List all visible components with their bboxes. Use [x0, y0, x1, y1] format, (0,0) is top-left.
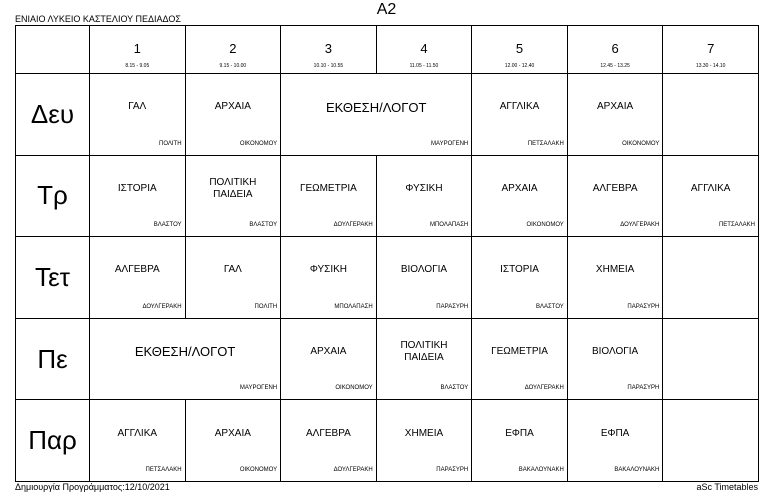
lesson-subject: ΑΓΓΛΙΚΑ: [117, 427, 158, 439]
lesson-cell: [185, 155, 281, 237]
lesson-subject: ΦΥΣΙΚΗ: [405, 182, 443, 194]
lesson-subject: ΓΕΩΜΕΤΡΙΑ: [491, 346, 548, 358]
period-header: [567, 26, 663, 74]
empty-cell: [663, 318, 759, 400]
lesson-subject: ΑΡΧΑΙΑ: [501, 182, 538, 194]
period-header: [90, 26, 186, 74]
period-number: 4: [420, 41, 428, 56]
period-time: 9.15 - 10.00: [219, 63, 247, 69]
day-label-cell: [16, 74, 90, 156]
period-time: 11.05 - 11.50: [409, 63, 439, 69]
lesson-teacher: ΟΙΚΟΝΟΜΟΥ: [239, 466, 278, 473]
lesson-subject: ΦΥΣΙΚΗ: [309, 264, 347, 276]
lesson-subject: ΓΑΛ: [128, 101, 147, 113]
lesson-subject: ΙΣΤΟΡΙΑ: [500, 264, 539, 276]
period-number: 3: [324, 41, 333, 56]
lesson-cell: [472, 400, 568, 482]
lesson-cell: [376, 155, 472, 237]
period-number: 2: [229, 41, 237, 56]
lesson-cell: [281, 400, 377, 482]
lesson-teacher: ΠΑΡΑΣΥΡΗ: [436, 303, 469, 310]
lesson-subject: [665, 74, 756, 141]
lesson-subject: [665, 237, 756, 304]
lesson-cell: [281, 74, 472, 156]
period-time: 10.10 - 10.55: [313, 63, 344, 69]
lesson-subject: ΕΦΠΑ: [505, 427, 534, 439]
lesson-teacher: ΠΟΛΙΤΗ: [254, 303, 278, 310]
lesson-cell: [376, 237, 472, 319]
lesson-cell: [185, 237, 281, 319]
empty-cell: [663, 400, 759, 482]
class-title: A2: [376, 1, 397, 18]
period-time: 12.00 - 12.40: [504, 63, 535, 69]
lesson-subject: ΑΡΧΑΙΑ: [214, 101, 251, 113]
lesson-teacher: ΔΟΥΛΓΕΡΑΚΗ: [620, 222, 660, 229]
lesson-subject: ΕΚΘΕΣΗ/ΛΟΓΟΤ: [134, 344, 236, 360]
lesson-cell: [567, 74, 663, 156]
day-row: [16, 318, 759, 400]
lesson-cell: [567, 400, 663, 482]
school-name: ΕΝΙΑΙΟ ΛΥΚΕΙΟ ΚΑΣΤΕΛΙΟΥ ΠΕΔΙΑΔΟΣ: [15, 14, 181, 24]
day-name: Δευ: [30, 98, 75, 129]
lesson-cell: [567, 155, 663, 237]
lesson-subject: ΑΡΧΑΙΑ: [214, 427, 251, 439]
period-header: [376, 26, 472, 74]
lesson-subject: ΧΗΜΕΙΑ: [595, 264, 635, 276]
lesson-teacher: ΟΙΚΟΝΟΜΟΥ: [239, 140, 278, 147]
lesson-cell: [663, 155, 759, 237]
lesson-cell: [90, 400, 186, 482]
empty-cell: [663, 237, 759, 319]
lesson-teacher: ΟΙΚΟΝΟΜΟΥ: [622, 140, 660, 147]
lesson-teacher: ΟΙΚΟΝΟΜΟΥ: [335, 385, 373, 392]
period-header: [281, 26, 377, 74]
lesson-cell: [185, 400, 281, 482]
lesson-teacher: ΠΑΡΑΣΥΡΗ: [627, 385, 660, 392]
day-name: Τετ: [35, 261, 70, 292]
lesson-subject: ΑΓΓΛΙΚΑ: [690, 182, 731, 194]
lesson-teacher: ΠΕΤΣΑΛΑΚΗ: [718, 222, 755, 229]
lesson-subject: ΑΡΧΑΙΑ: [310, 346, 347, 358]
lesson-subject: ΠΟΛΙΤΙΚΗ ΠΑΙΔΕΙΑ: [209, 176, 257, 200]
lesson-subject: [665, 319, 756, 386]
day-row: [16, 400, 759, 482]
day-label-cell: [16, 400, 90, 482]
day-name: Πε: [37, 343, 68, 374]
lesson-teacher: ΜΑΥΡΟΓΕΝΗ: [239, 385, 278, 392]
lesson-teacher: ΒΛΑΣΤΟΥ: [440, 385, 469, 392]
lesson-cell: [472, 155, 568, 237]
lesson-subject: ΕΚΘΕΣΗ/ΛΟΓΟΤ: [325, 99, 427, 115]
day-row: [16, 74, 759, 156]
period-number: 5: [515, 41, 524, 56]
lesson-teacher: ΠΟΛΙΤΗ: [158, 140, 182, 147]
created-date: Δημιουργία Προγράμματος:12/10/2021: [15, 482, 170, 492]
period-header: [663, 26, 759, 74]
lesson-teacher: ΜΑΥΡΟΓΕΝΗ: [431, 140, 469, 147]
lesson-subject: ΧΗΜΕΙΑ: [404, 427, 444, 439]
lesson-teacher: ΔΟΥΛΓΕΡΑΚΗ: [333, 466, 373, 473]
lesson-cell: [90, 74, 186, 156]
lesson-subject: [665, 400, 756, 467]
lesson-cell: [472, 74, 568, 156]
day-row: [16, 155, 759, 237]
lesson-subject: ΑΓΓΛΙΚΑ: [499, 101, 540, 113]
lesson-teacher: ΠΑΡΑΣΥΡΗ: [627, 303, 660, 310]
day-name: Τρ: [37, 180, 68, 211]
lesson-subject: ΒΙΟΛΟΓΙΑ: [591, 346, 639, 358]
lesson-teacher: ΟΙΚΟΝΟΜΟΥ: [526, 222, 564, 229]
period-number: 6: [611, 41, 619, 56]
lesson-subject: ΑΛΓΕΒΡΑ: [306, 427, 351, 439]
lesson-subject: ΠΟΛΙΤΙΚΗ ΠΑΙΔΕΙΑ: [400, 340, 448, 364]
lesson-subject: ΑΛΓΕΒΡΑ: [592, 182, 638, 194]
lesson-teacher: ΠΕΤΣΑΛΑΚΗ: [145, 466, 182, 473]
day-label-cell: [16, 318, 90, 400]
lesson-teacher: ΜΠΟΛΑΠΑΣΗ: [334, 303, 373, 310]
lesson-cell: [472, 237, 568, 319]
day-label-cell: [16, 155, 90, 237]
lesson-cell: [281, 237, 377, 319]
lesson-cell: [376, 318, 472, 400]
lesson-cell: [90, 237, 186, 319]
period-header-row: [16, 26, 759, 74]
lesson-teacher: ΠΑΡΑΣΥΡΗ: [436, 466, 469, 473]
period-header: [185, 26, 281, 74]
lesson-subject: ΕΦΠΑ: [600, 427, 630, 439]
lesson-cell: [567, 318, 663, 400]
period-header: [472, 26, 568, 74]
lesson-teacher: ΒΑΚΑΛΟΥΝΑΚΗ: [518, 466, 564, 473]
lesson-cell: [376, 400, 472, 482]
empty-cell: [663, 74, 759, 156]
app-credit: aSc Timetables: [696, 482, 758, 492]
lesson-teacher: ΒΛΑΣΤΟΥ: [536, 303, 564, 310]
period-time: 8.15 - 9.05: [125, 63, 150, 69]
lesson-teacher: ΒΛΑΣΤΟΥ: [249, 222, 278, 229]
lesson-subject: ΙΣΤΟΡΙΑ: [117, 182, 157, 194]
period-number: 7: [707, 41, 715, 56]
lesson-subject: ΓΕΩΜΕΤΡΙΑ: [299, 182, 357, 194]
lesson-cell: [281, 155, 377, 237]
day-label-cell: [16, 237, 90, 319]
timetable: [15, 25, 759, 482]
lesson-cell: [90, 318, 281, 400]
lesson-subject: ΑΛΓΕΒΡΑ: [114, 264, 160, 276]
corner-cell: [16, 26, 90, 74]
lesson-subject: ΑΡΧΑΙΑ: [597, 101, 634, 113]
lesson-teacher: ΒΑΚΑΛΟΥΝΑΚΗ: [614, 466, 660, 473]
lesson-teacher: ΔΟΥΛΓΕΡΑΚΗ: [333, 222, 373, 229]
lesson-cell: [472, 318, 568, 400]
period-time: 13.30 - 14.10: [695, 63, 726, 69]
lesson-cell: [567, 237, 663, 319]
lesson-teacher: ΠΕΤΣΑΛΑΚΗ: [527, 140, 564, 147]
day-name: Παρ: [28, 425, 77, 456]
lesson-cell: [185, 74, 281, 156]
lesson-teacher: ΒΛΑΣΤΟΥ: [153, 222, 182, 229]
lesson-teacher: ΔΟΥΛΓΕΡΑΚΗ: [142, 303, 182, 310]
period-number: 1: [133, 41, 141, 56]
period-time: 12.45 - 13.25: [600, 63, 630, 69]
lesson-cell: [90, 155, 186, 237]
lesson-subject: ΓΑΛ: [223, 264, 242, 276]
lesson-teacher: ΜΠΟΛΑΠΑΣΗ: [429, 222, 469, 229]
day-row: [16, 237, 759, 319]
lesson-cell: [281, 318, 377, 400]
lesson-teacher: ΔΟΥΛΓΕΡΑΚΗ: [524, 385, 564, 392]
lesson-subject: ΒΙΟΛΟΓΙΑ: [400, 264, 448, 276]
